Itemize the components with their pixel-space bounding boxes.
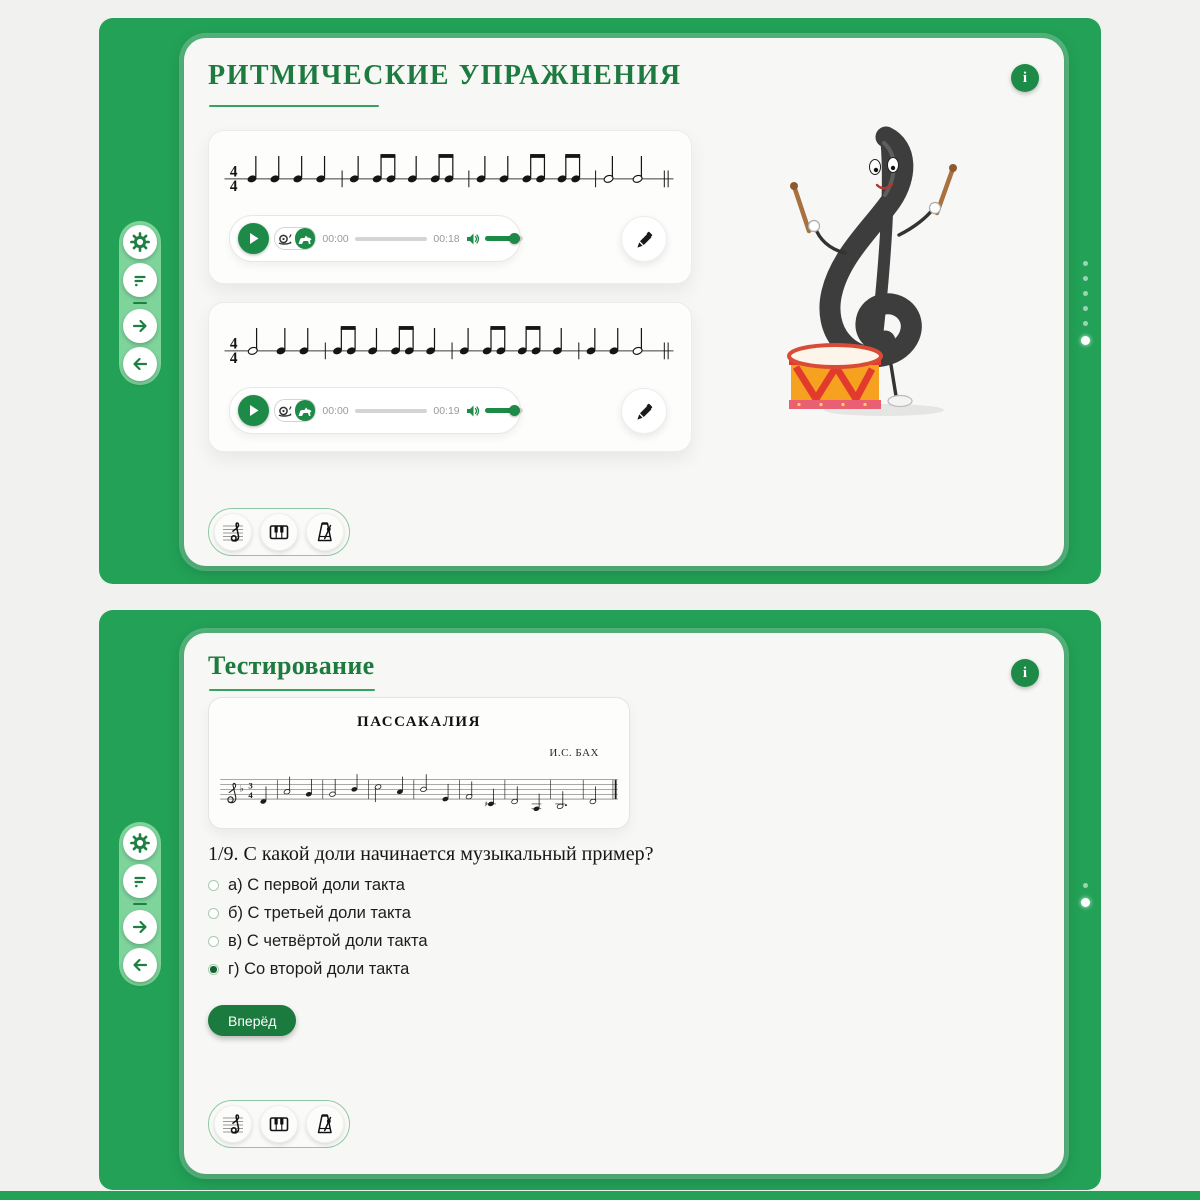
- time-current: 00:00: [322, 232, 349, 245]
- answer-option[interactable]: [208, 932, 428, 951]
- score-title: ПАССАКАЛИЯ: [357, 714, 481, 730]
- treble-clef-icon: [221, 1112, 245, 1136]
- title-underline: [209, 105, 379, 107]
- play-button[interactable]: [238, 223, 269, 254]
- radio-unselected[interactable]: [208, 936, 219, 947]
- next-button[interactable]: Вперёд: [208, 1005, 296, 1036]
- metronome-icon: [313, 520, 337, 544]
- time-current: 00:00: [322, 404, 349, 417]
- edit-button[interactable]: [621, 216, 667, 262]
- volume-slider[interactable]: [485, 408, 523, 413]
- play-icon: [247, 404, 260, 417]
- pencil-icon: [633, 228, 655, 250]
- arrow-left-icon: [130, 955, 150, 975]
- piano-icon: [267, 520, 291, 544]
- play-icon: [247, 232, 260, 245]
- horse-fast-icon[interactable]: [295, 400, 315, 421]
- arrow-left-icon: [130, 354, 150, 374]
- forward-button[interactable]: [123, 309, 157, 343]
- answer-options: [208, 876, 428, 979]
- option-label: б) С третьей доли такта: [228, 904, 411, 922]
- progress-bar[interactable]: [355, 409, 427, 413]
- info-button[interactable]: i: [1011, 64, 1039, 92]
- back-button[interactable]: [123, 948, 157, 982]
- exercise-card: [208, 130, 692, 284]
- tempo-toggle[interactable]: [274, 399, 316, 422]
- footer-bar: [0, 1191, 1200, 1200]
- tray-button-notation[interactable]: [214, 1105, 252, 1143]
- tempo-toggle[interactable]: [274, 227, 316, 250]
- svg-text:4: 4: [248, 790, 253, 801]
- rhythm-notation: [223, 313, 675, 375]
- score-composer: И.С. БАХ: [549, 747, 599, 759]
- time-total: 00:18: [433, 232, 460, 245]
- pager-dot[interactable]: [1083, 276, 1088, 281]
- svg-text:♭: ♭: [239, 784, 244, 795]
- svg-text:4: 4: [229, 350, 238, 368]
- treble-clef-icon: [221, 520, 245, 544]
- info-button[interactable]: i: [1011, 659, 1039, 687]
- sidebar-divider: [133, 903, 147, 905]
- testing-panel: [99, 610, 1101, 1190]
- instrument-tray: [208, 508, 350, 556]
- option-label: в) С четвёртой доли такта: [228, 932, 428, 950]
- audio-player: [229, 387, 521, 434]
- snail-slow-icon[interactable]: [275, 228, 295, 249]
- page-dots: [1077, 883, 1093, 907]
- drum: [789, 345, 881, 409]
- back-button[interactable]: [123, 347, 157, 381]
- settings-button[interactable]: [123, 826, 157, 860]
- audio-player: [229, 215, 521, 262]
- pager-dot-active[interactable]: [1081, 898, 1090, 907]
- settings-button[interactable]: [123, 225, 157, 259]
- page-title: Тестирование: [208, 651, 375, 680]
- radio-unselected[interactable]: [208, 880, 219, 891]
- horse-fast-icon[interactable]: [295, 228, 315, 249]
- metronome-icon: [313, 1112, 337, 1136]
- tray-button-piano[interactable]: [260, 1105, 298, 1143]
- list-icon: [130, 871, 150, 891]
- title-underline: [209, 689, 375, 691]
- score-notation: [219, 764, 619, 822]
- pager-dot[interactable]: [1083, 883, 1088, 888]
- tray-button-notation[interactable]: [214, 513, 252, 551]
- time-total: 00:19: [433, 404, 460, 417]
- edit-button[interactable]: [621, 388, 667, 434]
- svg-text:4: 4: [229, 335, 238, 353]
- rhythm-notation: [223, 141, 675, 203]
- answer-option[interactable]: [208, 960, 428, 979]
- sidebar-divider: [133, 302, 147, 304]
- page-title: РИТМИЧЕСКИЕ УПРАЖНЕНИЯ: [208, 60, 682, 91]
- volume-knob[interactable]: [509, 233, 520, 244]
- exercise-card: [208, 302, 692, 452]
- tray-button-metronome[interactable]: [306, 1105, 344, 1143]
- instrument-tray: [208, 1100, 350, 1148]
- snail-slow-icon[interactable]: [275, 400, 295, 421]
- sidebar-top: [119, 221, 161, 385]
- pager-dot[interactable]: [1083, 291, 1088, 296]
- answer-option[interactable]: [208, 904, 428, 923]
- arrow-right-icon: [130, 917, 150, 937]
- volume-icon[interactable]: [466, 232, 480, 246]
- svg-text:4: 4: [229, 178, 238, 196]
- question-text: 1/9. С какой доли начинается музыкальный пример?: [208, 843, 654, 865]
- pencil-icon: [633, 400, 655, 422]
- pager-dot[interactable]: [1083, 321, 1088, 326]
- option-label: г) Со второй доли такта: [228, 960, 410, 978]
- option-label: а) С первой доли такта: [228, 876, 405, 894]
- score-card: [208, 697, 630, 829]
- exercise-list-button[interactable]: [123, 263, 157, 297]
- radio-unselected[interactable]: [208, 908, 219, 919]
- list-icon: [130, 270, 150, 290]
- volume-knob[interactable]: [509, 405, 520, 416]
- gear-icon: [130, 232, 150, 252]
- tray-button-metronome[interactable]: [306, 513, 344, 551]
- forward-button[interactable]: [123, 910, 157, 944]
- volume-slider[interactable]: [485, 236, 523, 241]
- testing-card: [184, 633, 1064, 1174]
- page-dots: [1077, 261, 1093, 345]
- play-button[interactable]: [238, 395, 269, 426]
- tray-button-piano[interactable]: [260, 513, 298, 551]
- svg-text:♯: ♯: [484, 799, 488, 809]
- rhythm-exercises-panel: [99, 18, 1101, 584]
- piano-icon: [267, 1112, 291, 1136]
- radio-selected[interactable]: [208, 964, 219, 975]
- progress-bar[interactable]: [355, 237, 427, 241]
- answer-option[interactable]: [208, 876, 428, 895]
- pager-dot-active[interactable]: [1081, 336, 1090, 345]
- gear-icon: [130, 833, 150, 853]
- volume-icon[interactable]: [466, 404, 480, 418]
- svg-text:4: 4: [229, 163, 238, 181]
- pager-dot[interactable]: [1083, 306, 1088, 311]
- pager-dot[interactable]: [1083, 261, 1088, 266]
- rhythm-card: [184, 38, 1064, 566]
- exercise-list-button[interactable]: [123, 864, 157, 898]
- arrow-right-icon: [130, 316, 150, 336]
- svg-text:3: 3: [248, 780, 253, 791]
- treble-clef-drummer-illustration: [769, 113, 999, 423]
- sidebar-bottom: [119, 822, 161, 986]
